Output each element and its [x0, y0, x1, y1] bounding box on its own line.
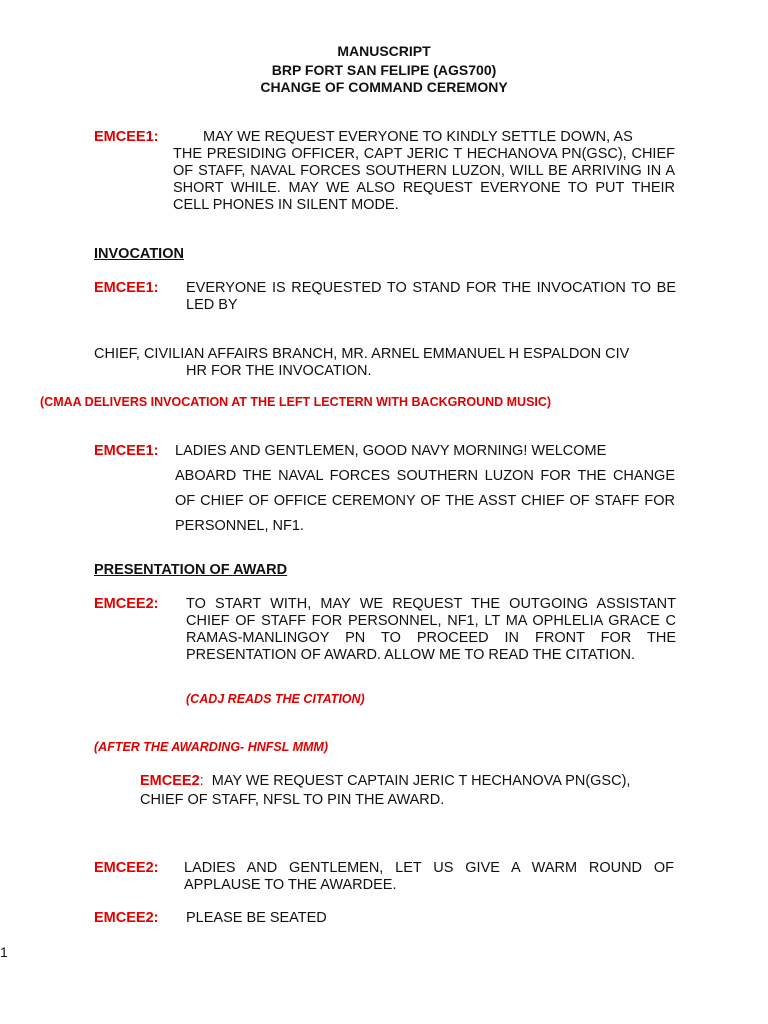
speaker-emcee2: EMCEE2: — [94, 910, 159, 926]
speaker-emcee1: EMCEE1: — [94, 443, 159, 459]
pin-award-line2: CHIEF OF STAFF, NFSL TO PIN THE AWARD. — [140, 792, 445, 808]
title-vessel: BRP FORT SAN FELIPE (AGS700) — [271, 62, 497, 78]
pin-award-paragraph — [140, 772, 680, 810]
welcome-rest: ABOARD THE NAVAL FORCES SOUTHERN LUZON FOR THE CHANGE OF CHIEF OF OFFICE CEREMONY OF THE ASST CHIEF OF STAFF FOR PERSONNEL, NF1. — [175, 468, 675, 534]
page-number: 1 — [0, 944, 8, 960]
invocation-chief-line1: CHIEF, CIVILIAN AFFAIRS BRANCH, MR. ARNEL EMMANUEL H ESPALDON CIV — [94, 346, 630, 362]
pin-award-line1 — [140, 772, 680, 791]
settle-down-rest: THE PRESIDING OFFICER, CAPT JERIC T HECHANOVA PN(GSC), CHIEF OF STAFF, NAVAL FORCES SOUTHERN LUZON, WILL BE ARRIVING IN A SHORT WHILE. MAY WE ALSO REQUEST EVERYONE TO PUT THEIR CELL PHONES IN SILENT MODE. — [173, 146, 675, 213]
invocation-note-text: (CMAA DELIVERS INVOCATION AT THE LEFT LECTERN WITH BACKGROUND MUSIC) — [40, 395, 552, 409]
citation-note: (CADJ READS THE CITATION) — [186, 692, 365, 706]
title-manuscript: MANUSCRIPT — [337, 43, 431, 59]
welcome-paragraph — [175, 439, 675, 539]
speaker-emcee1: EMCEE1: — [94, 129, 159, 145]
welcome-line1: LADIES AND GENTLEMEN, GOOD NAVY MORNING! WELCOME — [175, 443, 607, 459]
speaker-emcee2: EMCEE2 — [140, 773, 200, 789]
please-be-seated: PLEASE BE SEATED — [186, 910, 327, 926]
heading-presentation-of-award: PRESENTATION OF AWARD — [94, 562, 288, 578]
settle-down-line1: MAY WE REQUEST EVERYONE TO KINDLY SETTLE DOWN, AS — [203, 129, 633, 145]
speaker-emcee2: EMCEE2: — [94, 596, 159, 612]
pin-award-text1: MAY WE REQUEST CAPTAIN JERIC T HECHANOVA PN(GSC), — [211, 773, 631, 789]
invocation-request: EVERYONE IS REQUESTED TO STAND FOR THE INVOCATION TO BE LED BY — [186, 280, 676, 313]
speaker-emcee2: EMCEE2: — [94, 860, 159, 876]
invocation-chief-line2: HR FOR THE INVOCATION. — [186, 363, 372, 379]
speaker-colon: : — [199, 773, 204, 789]
heading-invocation: INVOCATION — [94, 246, 184, 262]
speaker-emcee1: EMCEE1: — [94, 280, 159, 296]
award-request-paragraph: TO START WITH, MAY WE REQUEST THE OUTGOING ASSISTANT CHIEF OF STAFF FOR PERSONNEL, NF1, LT MA OPHLELIA GRACE C RAMAS-MANLINGOY PN TO PROCEED IN FRONT FOR THE PRESENTATION OF AWARD. ALLOW ME TO READ THE CITATION. — [186, 596, 676, 663]
settle-down-paragraph — [173, 129, 675, 214]
after-awarding-note: (AFTER THE AWARDING- HNFSL MMM) — [94, 740, 329, 754]
invocation-stage-note — [40, 395, 551, 409]
applause-paragraph: LADIES AND GENTLEMEN, LET US GIVE A WARM ROUND OF APPLAUSE TO THE AWARDEE. — [184, 860, 674, 893]
invocation-chief-paragraph — [94, 346, 694, 380]
title-ceremony: CHANGE OF COMMAND CEREMONY — [260, 79, 508, 95]
